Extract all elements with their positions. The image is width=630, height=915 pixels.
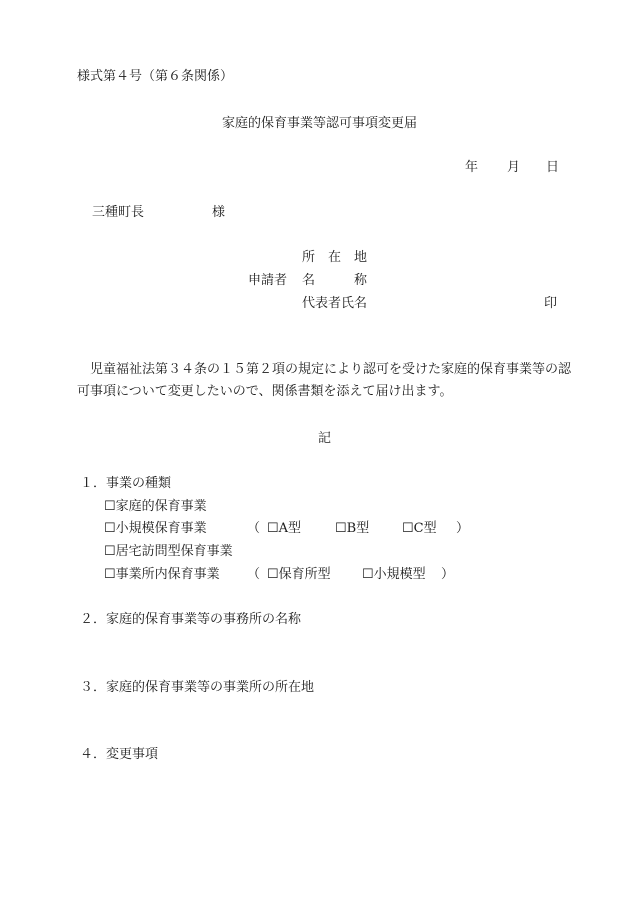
checkbox-home-visit[interactable]: ☐居宅訪問型保育事業 [104, 544, 233, 559]
checkbox-type-c[interactable]: ☐C型 [402, 521, 437, 536]
checkbox-workplace-daycare[interactable]: ☐事業所内保育事業 [104, 567, 220, 582]
applicant-label: 申請者 [248, 273, 288, 288]
date-day-label: 日 [546, 160, 560, 175]
ki-heading: 記 [318, 431, 332, 446]
paren-open-1: （ [247, 521, 261, 536]
section2-heading: ２．家庭的保育事業等の事務所の名称 [80, 612, 302, 627]
date-year-label: 年 [465, 160, 479, 175]
document-title: 家庭的保育事業等認可事項変更届 [222, 116, 418, 131]
checkbox-type-a[interactable]: ☐A型 [267, 521, 302, 536]
section4-heading: ４．変更事項 [80, 747, 159, 762]
checkbox-small-daycare[interactable]: ☐小規模保育事業 [104, 521, 207, 536]
paren-close-1: ） [456, 521, 470, 536]
applicant-rep-label: 代表者氏名 [302, 296, 368, 311]
paren-close-2: ） [441, 567, 455, 582]
date-month-label: 月 [507, 160, 521, 175]
checkbox-nursery-type[interactable]: ☐保育所型 [267, 567, 331, 582]
declaration-text: 児童福祉法第３４条の１５第２項の規定により認可を受けた家庭的保育事業等の認可事項について変更したいので、関係書類を添えて届け出ます。 [77, 362, 572, 399]
applicant-address-label: 所 在 地 [302, 250, 368, 265]
section3-heading: ３．家庭的保育事業等の事業所の所在地 [80, 680, 315, 695]
paren-open-2: （ [247, 567, 261, 582]
form-number: 様式第４号（第６条関係） [77, 69, 234, 84]
addressee-honorific: 様 [212, 205, 226, 220]
addressee-name: 三種町長 [92, 205, 145, 220]
section1-heading: １．事業の種類 [80, 476, 172, 491]
checkbox-small-type[interactable]: ☐小規模型 [362, 567, 426, 582]
seal-mark: 印 [544, 296, 558, 311]
applicant-name-label: 名 称 [302, 273, 368, 288]
checkbox-type-b[interactable]: ☐B型 [335, 521, 370, 536]
checkbox-family-daycare[interactable]: ☐家庭的保育事業 [104, 499, 207, 514]
